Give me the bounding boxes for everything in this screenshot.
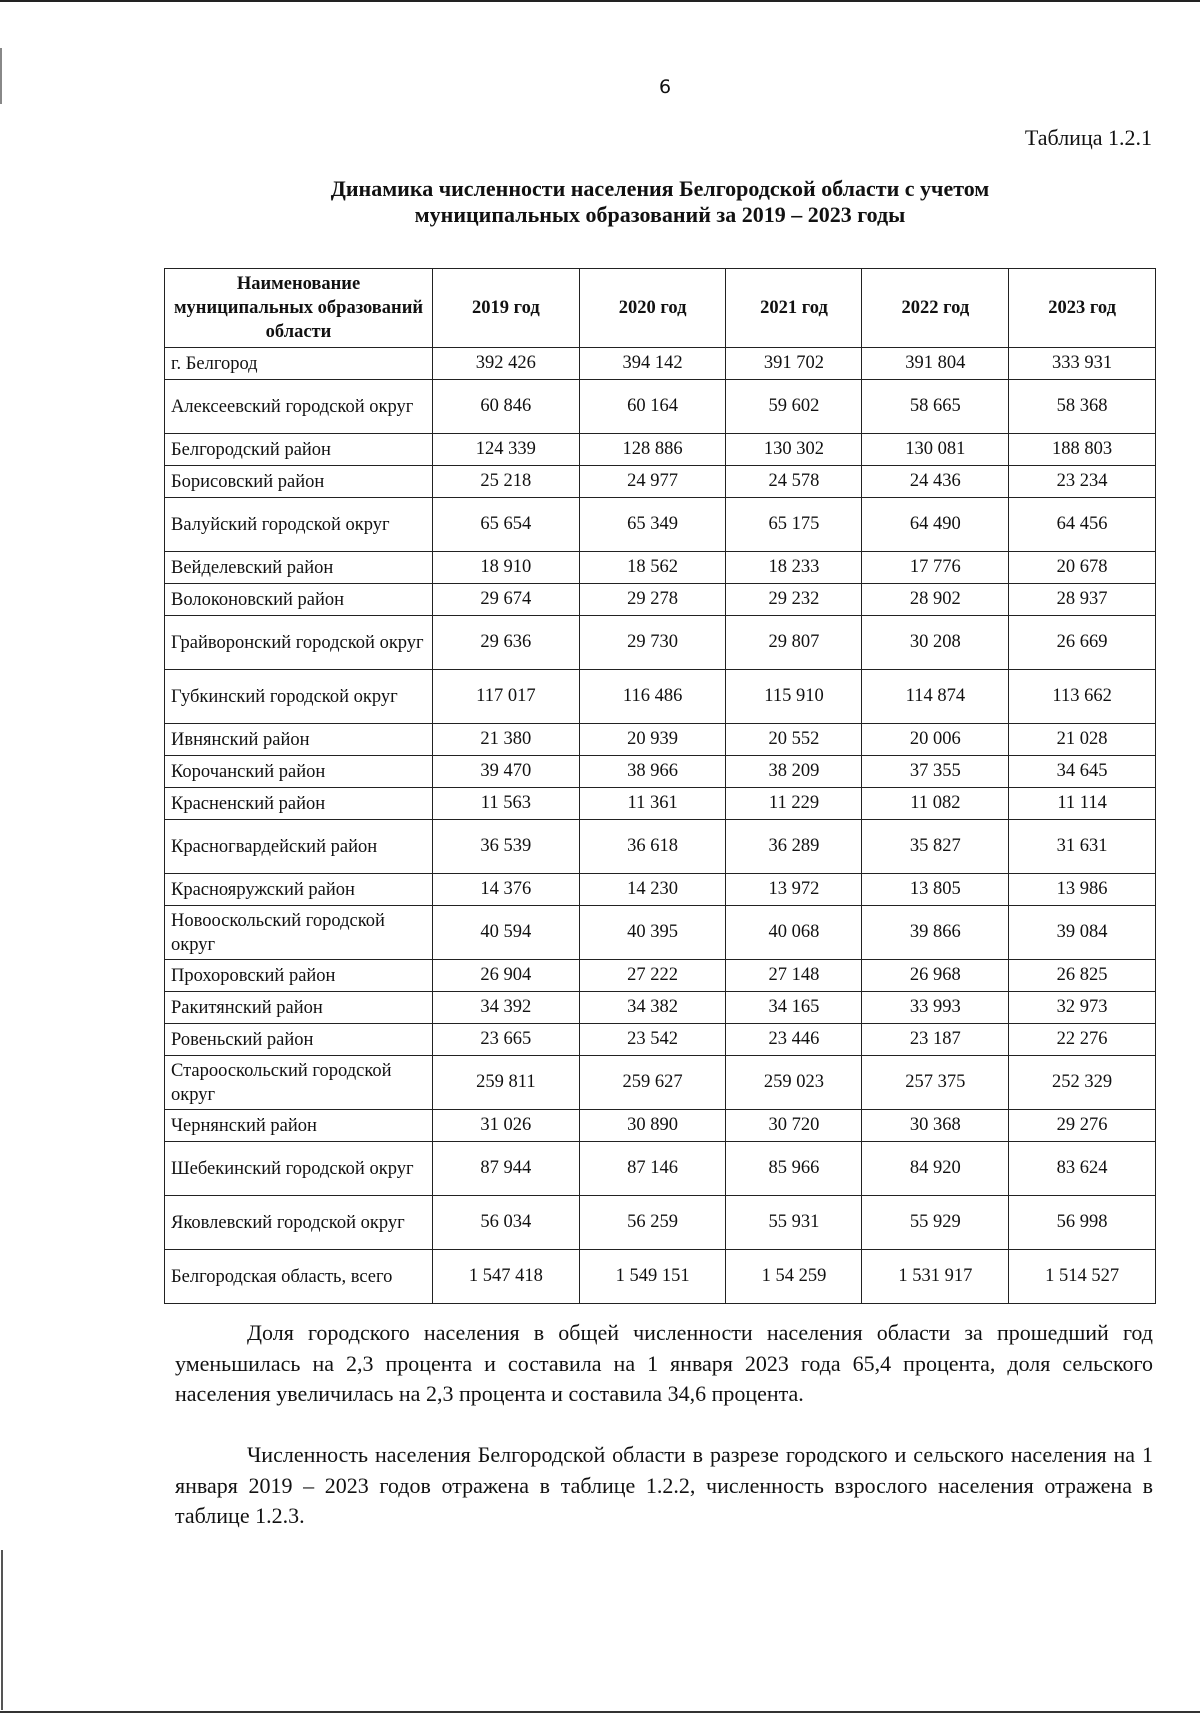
- table-row: [165, 584, 1156, 616]
- municipality-name: Корочанский район: [165, 756, 433, 788]
- population-value-2019: 1 547 418: [433, 1250, 580, 1304]
- municipality-name: Грайворонский городской округ: [165, 616, 433, 670]
- table-row: [165, 1250, 1156, 1304]
- population-value-2022: 28 902: [862, 584, 1009, 616]
- municipality-name: Алексеевский городской округ: [165, 380, 433, 434]
- header-2019: 2019 год: [433, 269, 580, 348]
- table-row: [165, 552, 1156, 584]
- population-value-2020: 29 730: [579, 616, 726, 670]
- population-value-2023: 23 234: [1009, 466, 1156, 498]
- population-value-2019: 31 026: [433, 1110, 580, 1142]
- population-value-2019: 14 376: [433, 874, 580, 906]
- population-value-2020: 259 627: [579, 1056, 726, 1110]
- municipality-name: Красногвардейский район: [165, 820, 433, 874]
- population-value-2021: 1 54 259: [726, 1250, 862, 1304]
- municipality-name: Прохоровский район: [165, 960, 433, 992]
- population-value-2019: 56 034: [433, 1196, 580, 1250]
- population-value-2021: 40 068: [726, 906, 862, 960]
- municipality-name: Новооскольский городской округ: [165, 906, 433, 960]
- header-2021: 2021 год: [726, 269, 862, 348]
- table-row: [165, 1024, 1156, 1056]
- header-2023: 2023 год: [1009, 269, 1156, 348]
- municipality-name: Красненский район: [165, 788, 433, 820]
- population-value-2023: 29 276: [1009, 1110, 1156, 1142]
- population-value-2019: 11 563: [433, 788, 580, 820]
- table-row: [165, 788, 1156, 820]
- population-value-2019: 23 665: [433, 1024, 580, 1056]
- population-table: [164, 268, 1156, 1304]
- population-value-2021: 38 209: [726, 756, 862, 788]
- population-value-2020: 128 886: [579, 434, 726, 466]
- population-value-2019: 21 380: [433, 724, 580, 756]
- municipality-name: Белгородская область, всего: [165, 1250, 433, 1304]
- population-value-2022: 391 804: [862, 348, 1009, 380]
- population-value-2019: 36 539: [433, 820, 580, 874]
- population-value-2019: 259 811: [433, 1056, 580, 1110]
- table-row: [165, 1142, 1156, 1196]
- population-value-2020: 65 349: [579, 498, 726, 552]
- population-value-2020: 14 230: [579, 874, 726, 906]
- municipality-name: Губкинский городской округ: [165, 670, 433, 724]
- population-value-2022: 20 006: [862, 724, 1009, 756]
- population-value-2023: 333 931: [1009, 348, 1156, 380]
- municipality-name: Старооскольский городской округ: [165, 1056, 433, 1110]
- municipality-name: Валуйский городской округ: [165, 498, 433, 552]
- population-value-2020: 23 542: [579, 1024, 726, 1056]
- population-value-2021: 18 233: [726, 552, 862, 584]
- population-value-2022: 30 368: [862, 1110, 1009, 1142]
- population-value-2023: 22 276: [1009, 1024, 1156, 1056]
- paragraph-urban-share: Доля городского населения в общей численности населения области за прошедший год уменьшилась на 2,3 процента и составила на 1 января 2023 года 65,4 процента, доля сельского населения увеличилась на 2,3 процента и составила 34,6 процента.: [175, 1320, 1153, 1406]
- population-value-2022: 33 993: [862, 992, 1009, 1024]
- table-row: [165, 434, 1156, 466]
- population-value-2022: 39 866: [862, 906, 1009, 960]
- population-value-2022: 23 187: [862, 1024, 1009, 1056]
- population-value-2023: 83 624: [1009, 1142, 1156, 1196]
- population-value-2019: 34 392: [433, 992, 580, 1024]
- population-value-2019: 60 846: [433, 380, 580, 434]
- population-value-2022: 114 874: [862, 670, 1009, 724]
- table-title-line-2: муниципальных образований за 2019 – 2023 годы: [414, 202, 906, 227]
- population-value-2022: 17 776: [862, 552, 1009, 584]
- population-value-2019: 87 944: [433, 1142, 580, 1196]
- population-value-2020: 29 278: [579, 584, 726, 616]
- population-value-2020: 27 222: [579, 960, 726, 992]
- population-value-2022: 84 920: [862, 1142, 1009, 1196]
- population-value-2021: 29 232: [726, 584, 862, 616]
- table-row: [165, 874, 1156, 906]
- table-row: [165, 670, 1156, 724]
- population-value-2019: 40 594: [433, 906, 580, 960]
- population-value-2022: 1 531 917: [862, 1250, 1009, 1304]
- population-value-2019: 26 904: [433, 960, 580, 992]
- population-value-2022: 55 929: [862, 1196, 1009, 1250]
- population-value-2023: 26 669: [1009, 616, 1156, 670]
- population-value-2020: 34 382: [579, 992, 726, 1024]
- population-value-2020: 116 486: [579, 670, 726, 724]
- header-2022: 2022 год: [862, 269, 1009, 348]
- population-value-2019: 392 426: [433, 348, 580, 380]
- population-value-2023: 26 825: [1009, 960, 1156, 992]
- population-value-2022: 37 355: [862, 756, 1009, 788]
- municipality-name: Вейделевский район: [165, 552, 433, 584]
- table-row: [165, 1110, 1156, 1142]
- scan-edge-bottom: [0, 1711, 1200, 1713]
- header-2020: 2020 год: [579, 269, 726, 348]
- population-value-2022: 30 208: [862, 616, 1009, 670]
- population-value-2020: 30 890: [579, 1110, 726, 1142]
- population-value-2023: 252 329: [1009, 1056, 1156, 1110]
- population-value-2023: 13 986: [1009, 874, 1156, 906]
- municipality-name: Ракитянский район: [165, 992, 433, 1024]
- population-value-2019: 29 636: [433, 616, 580, 670]
- population-value-2023: 20 678: [1009, 552, 1156, 584]
- population-value-2023: 28 937: [1009, 584, 1156, 616]
- table-row: [165, 992, 1156, 1024]
- table-row: [165, 820, 1156, 874]
- population-value-2022: 130 081: [862, 434, 1009, 466]
- population-value-2023: 34 645: [1009, 756, 1156, 788]
- population-value-2020: 60 164: [579, 380, 726, 434]
- population-value-2022: 13 805: [862, 874, 1009, 906]
- population-value-2020: 1 549 151: [579, 1250, 726, 1304]
- page-number: 6: [658, 76, 672, 98]
- population-value-2021: 24 578: [726, 466, 862, 498]
- population-value-2021: 259 023: [726, 1056, 862, 1110]
- population-value-2021: 29 807: [726, 616, 862, 670]
- table-row: [165, 348, 1156, 380]
- population-value-2020: 394 142: [579, 348, 726, 380]
- municipality-name: Волоконовский район: [165, 584, 433, 616]
- population-value-2023: 1 514 527: [1009, 1250, 1156, 1304]
- population-value-2020: 24 977: [579, 466, 726, 498]
- population-value-2023: 31 631: [1009, 820, 1156, 874]
- population-value-2020: 38 966: [579, 756, 726, 788]
- population-value-2023: 56 998: [1009, 1196, 1156, 1250]
- population-value-2023: 64 456: [1009, 498, 1156, 552]
- population-value-2022: 64 490: [862, 498, 1009, 552]
- population-value-2023: 58 368: [1009, 380, 1156, 434]
- municipality-name: Чернянский район: [165, 1110, 433, 1142]
- population-value-2023: 188 803: [1009, 434, 1156, 466]
- table-label: Таблица 1.2.1: [1024, 125, 1152, 150]
- population-value-2023: 39 084: [1009, 906, 1156, 960]
- municipality-name: Ивнянский район: [165, 724, 433, 756]
- population-value-2022: 35 827: [862, 820, 1009, 874]
- population-value-2021: 115 910: [726, 670, 862, 724]
- header-municipality: Наименование муниципальных образований области: [165, 269, 433, 348]
- municipality-name: Борисовский район: [165, 466, 433, 498]
- table-row: [165, 960, 1156, 992]
- population-value-2021: 11 229: [726, 788, 862, 820]
- population-value-2023: 113 662: [1009, 670, 1156, 724]
- population-value-2021: 391 702: [726, 348, 862, 380]
- population-value-2020: 40 395: [579, 906, 726, 960]
- scan-edge-left-lower: [1, 1550, 3, 1710]
- municipality-name: Белгородский район: [165, 434, 433, 466]
- population-value-2023: 21 028: [1009, 724, 1156, 756]
- table-row: [165, 724, 1156, 756]
- population-value-2019: 39 470: [433, 756, 580, 788]
- table-row: [165, 1056, 1156, 1110]
- population-value-2020: 87 146: [579, 1142, 726, 1196]
- population-value-2021: 55 931: [726, 1196, 862, 1250]
- municipality-name: Краснояружский район: [165, 874, 433, 906]
- table-row: [165, 498, 1156, 552]
- population-value-2021: 13 972: [726, 874, 862, 906]
- table-row: [165, 756, 1156, 788]
- population-value-2022: 257 375: [862, 1056, 1009, 1110]
- population-value-2023: 11 114: [1009, 788, 1156, 820]
- population-value-2021: 23 446: [726, 1024, 862, 1056]
- population-value-2022: 11 082: [862, 788, 1009, 820]
- population-value-2021: 59 602: [726, 380, 862, 434]
- municipality-name: Шебекинский городской округ: [165, 1142, 433, 1196]
- population-value-2019: 117 017: [433, 670, 580, 724]
- table-title: [160, 176, 1160, 228]
- table-row: [165, 466, 1156, 498]
- population-value-2020: 20 939: [579, 724, 726, 756]
- population-value-2022: 24 436: [862, 466, 1009, 498]
- municipality-name: Яковлевский городской округ: [165, 1196, 433, 1250]
- table-row: [165, 1196, 1156, 1250]
- population-value-2019: 124 339: [433, 434, 580, 466]
- table-row: [165, 616, 1156, 670]
- population-value-2021: 34 165: [726, 992, 862, 1024]
- population-value-2021: 20 552: [726, 724, 862, 756]
- population-value-2019: 29 674: [433, 584, 580, 616]
- population-value-2020: 56 259: [579, 1196, 726, 1250]
- population-value-2021: 36 289: [726, 820, 862, 874]
- population-value-2023: 32 973: [1009, 992, 1156, 1024]
- paragraph-table-references: Численность населения Белгородской области в разрезе городского и сельского населения на 1 января 2019 – 2023 годов отражена в таблице 1.2.2, численность взрослого населения отражена в таблице 1.2.3.: [175, 1442, 1153, 1528]
- table-header-row: [165, 269, 1156, 348]
- population-value-2021: 27 148: [726, 960, 862, 992]
- population-value-2019: 25 218: [433, 466, 580, 498]
- population-value-2020: 18 562: [579, 552, 726, 584]
- population-value-2019: 18 910: [433, 552, 580, 584]
- table-title-line-1: Динамика численности населения Белгородской области с учетом: [330, 176, 990, 201]
- population-value-2021: 85 966: [726, 1142, 862, 1196]
- population-value-2022: 58 665: [862, 380, 1009, 434]
- municipality-name: г. Белгород: [165, 348, 433, 380]
- population-value-2020: 11 361: [579, 788, 726, 820]
- population-value-2019: 65 654: [433, 498, 580, 552]
- population-value-2020: 36 618: [579, 820, 726, 874]
- population-value-2021: 130 302: [726, 434, 862, 466]
- municipality-name: Ровеньский район: [165, 1024, 433, 1056]
- table-row: [165, 906, 1156, 960]
- population-value-2022: 26 968: [862, 960, 1009, 992]
- scan-edge-top: [0, 0, 1200, 2]
- population-value-2021: 30 720: [726, 1110, 862, 1142]
- population-value-2021: 65 175: [726, 498, 862, 552]
- table-row: [165, 380, 1156, 434]
